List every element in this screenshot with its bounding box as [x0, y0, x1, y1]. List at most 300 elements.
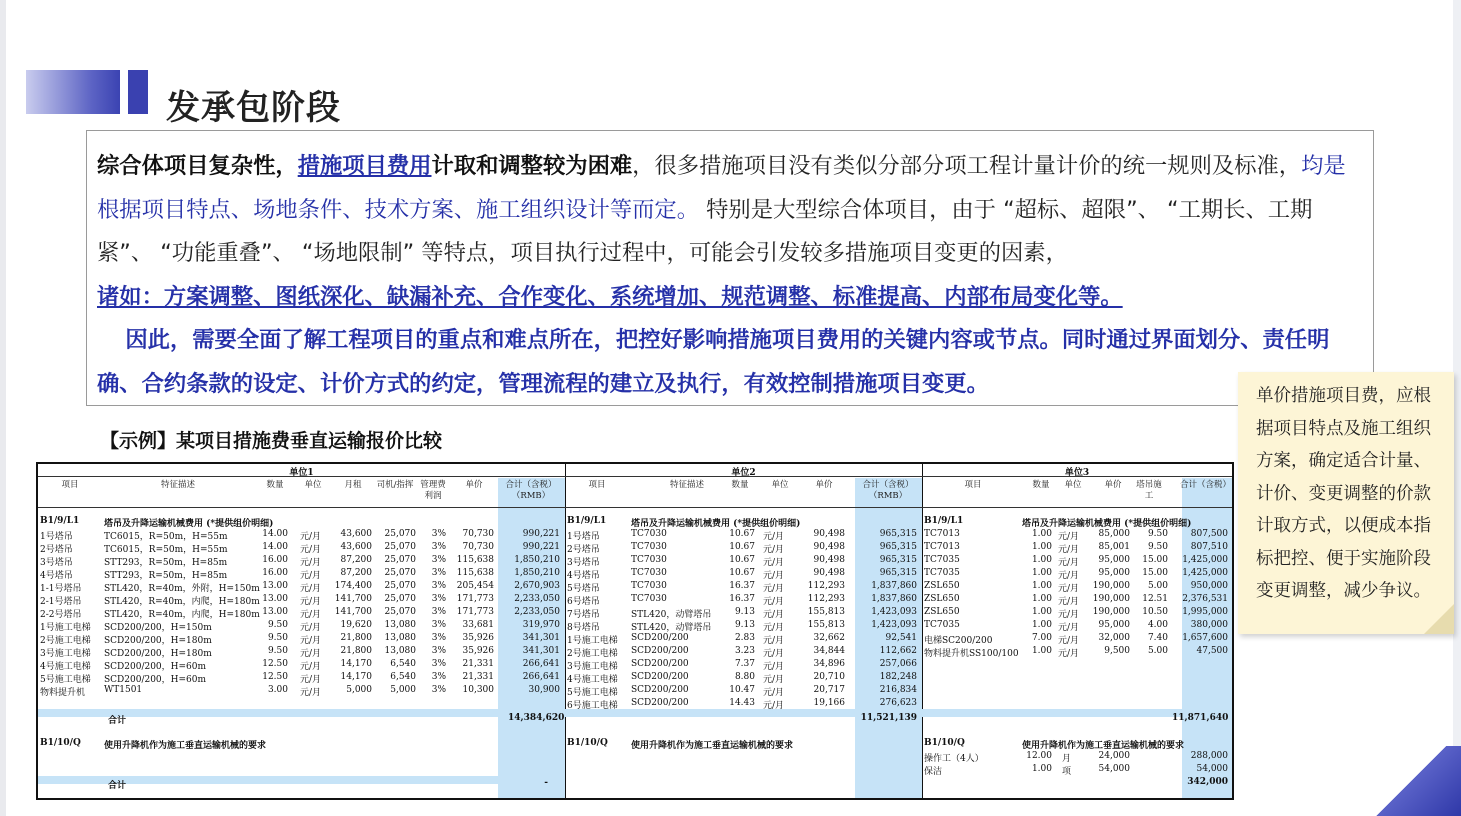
table-row [565, 659, 922, 672]
table-cell: 1.00 [1031, 555, 1052, 565]
table-row [565, 555, 922, 568]
table-cell: 10.67 [729, 568, 755, 578]
table-cell: 元/月 [763, 558, 785, 568]
u3-total2-value: 342,000 [1187, 777, 1228, 787]
table-cell: 1号塔吊 [567, 532, 600, 542]
table-cell: 4号塔吊 [40, 571, 73, 581]
table-cell: 13,080 [384, 646, 416, 656]
u1-sec2-code: B1/10/Q [40, 738, 81, 748]
table-cell: 元/月 [300, 545, 322, 555]
u1-h-mgmt: 管理费利润 [420, 480, 446, 501]
table-row [565, 542, 922, 555]
table-cell: 元/月 [300, 662, 322, 672]
comparison-table [36, 462, 1234, 800]
table-cell: 4号施工电梯 [40, 662, 91, 672]
sticky-note [1238, 372, 1454, 634]
table-cell: 3% [431, 659, 446, 669]
intro-paragraph [97, 145, 1363, 406]
u1-h-rent: 月租 [344, 480, 362, 490]
table-cell: 3.00 [267, 685, 288, 695]
table-cell: 85,001 [1098, 542, 1130, 552]
unit1-header: 单位1 [289, 468, 314, 478]
table-cell: 341,301 [522, 646, 560, 656]
table-cell: TC7013 [924, 529, 960, 539]
u2-sec1-code: B1/9/L1 [567, 516, 607, 526]
table-cell: 13.00 [262, 594, 288, 604]
table-cell: TC7035 [924, 555, 960, 565]
table-cell: 341,301 [522, 633, 560, 643]
table-cell: 90,498 [813, 555, 845, 565]
table-cell: 25,070 [384, 607, 416, 617]
table-cell: 43,600 [340, 529, 372, 539]
table-cell: SCD200/200 [631, 633, 689, 643]
table-cell: SCD200/200，H=150m [104, 623, 212, 633]
unit2-header-line [565, 476, 922, 477]
u3-sec2-code: B1/10/Q [924, 738, 965, 748]
table-cell: TC7013 [924, 542, 960, 552]
table-cell: 965,315 [879, 529, 917, 539]
u1-sec1-name: 塔吊及升降运输机械费用 (*提供组价明细) [104, 519, 274, 529]
u1-h-qty: 数量 [266, 480, 284, 490]
table-cell: 5,000 [390, 685, 416, 695]
table-cell: SCD200/200，H=180m [104, 649, 212, 659]
table-cell: 190,000 [1092, 581, 1130, 591]
table-row [38, 529, 565, 542]
table-row [922, 529, 1232, 542]
table-row [38, 568, 565, 581]
title-decoration-bar [26, 70, 120, 114]
table-cell: ZSL650 [924, 607, 960, 617]
page-title: 发承包阶段 [166, 88, 341, 128]
table-row [922, 542, 1232, 555]
table-cell: TC6015，R=50m，H=55m [104, 532, 228, 542]
table-cell: 34,844 [813, 646, 845, 656]
table-cell: 25,070 [384, 594, 416, 604]
u2-total-value: 11,521,139 [860, 713, 917, 723]
table-cell: 1.00 [1031, 581, 1052, 591]
table-cell: 元/月 [763, 649, 785, 659]
table-row [922, 581, 1232, 594]
table-cell: 2,376,531 [1182, 594, 1228, 604]
table-cell: 元/月 [1058, 610, 1080, 620]
table-cell: 92,541 [885, 633, 917, 643]
table-cell: 15.00 [1142, 555, 1168, 565]
table-cell: 3% [431, 581, 446, 591]
table-cell: 21,800 [340, 633, 372, 643]
u2-sec2-name: 使用升降机作为施工垂直运输机械的要求 [631, 741, 794, 751]
table-cell: 174,400 [334, 581, 372, 591]
table-cell: 5,000 [346, 685, 372, 695]
u3-sec1 [922, 516, 1232, 529]
table-cell: 9,500 [1104, 646, 1130, 656]
table-cell: 90,498 [813, 542, 845, 552]
table-cell: 元/月 [300, 688, 322, 698]
table-cell: 9.50 [267, 633, 288, 643]
table-cell: 2,233,050 [514, 594, 560, 604]
table-cell: 5号塔吊 [567, 584, 600, 594]
intro-textbox [86, 130, 1374, 406]
table-cell: 元/月 [763, 688, 785, 698]
table-cell: 950,000 [1190, 581, 1228, 591]
table-cell: 2,233,050 [514, 607, 560, 617]
table-cell: 1,837,860 [871, 594, 917, 604]
table-cell: 16.00 [262, 555, 288, 565]
table-cell: 32,662 [813, 633, 845, 643]
table-cell: ZSL650 [924, 581, 960, 591]
table-cell: 155,813 [807, 620, 845, 630]
table-cell: TC7030 [631, 529, 667, 539]
table-cell: 3号塔吊 [567, 558, 600, 568]
table-cell: 16.37 [729, 581, 755, 591]
u3-h-item: 项目 [964, 480, 982, 490]
table-cell: 3% [431, 542, 446, 552]
u2-sec1-name: 塔吊及升降运输机械费用 (*提供组价明细) [631, 519, 801, 529]
table-cell: STT293，R=50m，H=85m [104, 558, 228, 568]
table-cell: 元/月 [300, 649, 322, 659]
table-cell: SCD200/200 [631, 672, 689, 682]
table-cell: 319,970 [522, 620, 560, 630]
table-cell: 266,641 [522, 659, 560, 669]
table-cell: 2号塔吊 [567, 545, 600, 555]
table-cell: 9.50 [267, 620, 288, 630]
table-cell: 3号施工电梯 [567, 662, 618, 672]
table-cell: 13,080 [384, 620, 416, 630]
u1-h-price: 单价 [465, 480, 483, 490]
table-cell: 元/月 [1058, 597, 1080, 607]
table-cell: 3% [431, 672, 446, 682]
table-cell: 9.13 [734, 620, 755, 630]
table-row [38, 646, 565, 659]
table-cell: 1,423,093 [871, 607, 917, 617]
table-cell: 元/月 [1058, 558, 1080, 568]
u1-h-total: 合计（含税）（RMB） [505, 480, 557, 501]
table-cell: 25,070 [384, 529, 416, 539]
table-cell: 3.23 [734, 646, 755, 656]
table-cell: 90,498 [813, 529, 845, 539]
table-cell: 3% [431, 568, 446, 578]
u2-h-total: 合计（含税）（RMB） [862, 480, 914, 501]
table-cell: 35,926 [462, 633, 494, 643]
table-cell: 1,423,093 [871, 620, 917, 630]
table-cell: 2号塔吊 [40, 545, 73, 555]
table-cell: 87,200 [340, 568, 372, 578]
table-cell: 元/月 [763, 571, 785, 581]
table-cell: 1号施工电梯 [40, 623, 91, 633]
table-cell: 54,000 [1098, 764, 1130, 774]
table-cell: 元/月 [300, 558, 322, 568]
table-cell: 276,623 [879, 698, 917, 708]
u3-h-total: 合计（含税） [1180, 480, 1232, 490]
unit1-header-bottom [38, 507, 565, 508]
table-row [38, 659, 565, 672]
table-cell: 95,000 [1098, 568, 1130, 578]
table-cell: 月 [1062, 754, 1072, 764]
table-cell: STL420，R=40m，外附，H=150m [104, 584, 260, 594]
unit3-header: 单位3 [1064, 468, 1090, 478]
u1-total2-value: - [544, 778, 548, 788]
table-row [565, 607, 922, 620]
table-cell: TC7030 [631, 581, 667, 591]
table-cell: 14.00 [262, 542, 288, 552]
table-cell: 10.47 [729, 685, 755, 695]
table-cell: 25,070 [384, 581, 416, 591]
u2-total-row [565, 713, 922, 726]
table-cell: 14,170 [340, 659, 372, 669]
table-cell: 保洁 [924, 767, 943, 777]
unit3-block [922, 464, 1232, 798]
example-title: 【示例】某项目措施费垂直运输报价比较 [100, 430, 443, 452]
table-cell: 3% [431, 620, 446, 630]
table-cell: 171,773 [456, 607, 494, 617]
table-cell: 16.00 [262, 568, 288, 578]
table-cell: 3% [431, 607, 446, 617]
table-cell: 元/月 [300, 571, 322, 581]
table-cell: SCD200/200，H=180m [104, 636, 212, 646]
table-cell: 5.00 [1147, 581, 1168, 591]
table-cell: 1,850,210 [514, 568, 560, 578]
u3-sec1-name: 塔吊及升降运输机械费用 (*提供组价明细) [1022, 519, 1192, 529]
u1-h-unit: 单位 [304, 480, 322, 490]
table-cell: 21,331 [462, 659, 494, 669]
text-s4: ，很多措施项目没有类似分部分项工程计量计价的统一规则及标准， [632, 153, 1302, 179]
table-cell: 1.00 [1031, 620, 1052, 630]
table-cell: 19,166 [813, 698, 845, 708]
table-cell: 288,000 [1190, 751, 1228, 761]
table-cell: 16.37 [729, 594, 755, 604]
table-cell: 13.00 [262, 581, 288, 591]
table-cell: TC7035 [924, 568, 960, 578]
table-cell: 12.00 [1026, 751, 1052, 761]
table-cell: TC7030 [631, 594, 667, 604]
table-cell: 7.40 [1147, 633, 1168, 643]
table-cell: 12.51 [1142, 594, 1168, 604]
u2-sec2-code: B1/10/Q [567, 738, 608, 748]
table-row [565, 685, 922, 698]
table-cell: STL420，动臂塔吊 [631, 610, 712, 620]
table-cell: TC7030 [631, 568, 667, 578]
table-cell: 112,662 [879, 646, 917, 656]
table-row [38, 594, 565, 607]
table-cell: ZSL650 [924, 594, 960, 604]
table-cell: 95,000 [1098, 555, 1130, 565]
text-s7: 诸如：方案调整、图纸深化、缺漏补充、合作变化、系统增加、规范调整、标准提高、内部布局变化等。 [97, 283, 1123, 310]
table-cell: 13,080 [384, 633, 416, 643]
table-cell: 元/月 [1058, 649, 1080, 659]
table-cell: 47,500 [1196, 646, 1228, 656]
table-cell: 965,315 [879, 542, 917, 552]
table-cell: 141,700 [334, 607, 372, 617]
table-cell: SCD200/200 [631, 685, 689, 695]
u1-sec1-code: B1/9/L1 [40, 516, 80, 526]
table-cell: 元/月 [763, 584, 785, 594]
u1-total-value: 14,384,620 [508, 713, 565, 723]
table-cell: 990,221 [522, 529, 560, 539]
table-row [38, 542, 565, 555]
table-cell: 1,837,860 [871, 581, 917, 591]
text-s3: 计取和调整较为困难 [431, 153, 633, 179]
u3-h-qty: 数量 [1032, 480, 1050, 490]
table-row [38, 633, 565, 646]
table-cell: 1.00 [1031, 646, 1052, 656]
table-cell: 元/月 [1058, 584, 1080, 594]
table-cell: STL420，动臂塔吊 [631, 623, 712, 633]
left-frame [0, 0, 6, 816]
table-cell: 155,813 [807, 607, 845, 617]
table-cell: 元/月 [300, 584, 322, 594]
table-cell: 元/月 [763, 597, 785, 607]
table-cell: 3% [431, 685, 446, 695]
table-row [38, 672, 565, 685]
u2-h-desc: 特征描述 [669, 480, 704, 490]
table-cell: 8号塔吊 [567, 623, 600, 633]
table-cell: 20,717 [813, 685, 845, 695]
table-cell: 1号施工电梯 [567, 636, 618, 646]
table-cell: SCD200/200，H=60m [104, 662, 207, 672]
table-cell: 2,670,903 [514, 581, 560, 591]
table-row [565, 672, 922, 685]
table-cell: 3% [431, 646, 446, 656]
table-row [565, 620, 922, 633]
table-cell: 807,510 [1190, 542, 1228, 552]
u1-sec1 [38, 516, 565, 529]
table-cell: 965,315 [879, 555, 917, 565]
table-cell: 216,834 [879, 685, 917, 695]
table-row [922, 555, 1232, 568]
table-cell: 6号塔吊 [567, 597, 600, 607]
table-cell: 1,850,210 [514, 555, 560, 565]
table-row [565, 529, 922, 542]
table-row [565, 581, 922, 594]
sticky-note-text: 单价措施项目费，应根据项目特点及施工组织方案，确定适合计量、计价、变更调整的价款计取方式，以便成本指标把控、便于实施阶段变更调整，减少争议。 [1256, 386, 1431, 601]
table-row [38, 581, 565, 594]
table-cell: 20,710 [813, 672, 845, 682]
table-cell: 85,000 [1098, 529, 1130, 539]
table-cell: 6,540 [390, 659, 416, 669]
table-cell: 115,638 [456, 555, 494, 565]
table-cell: 190,000 [1092, 607, 1130, 617]
table-cell: 元/月 [1058, 636, 1080, 646]
table-row [922, 764, 1232, 777]
table-cell: 87,200 [340, 555, 372, 565]
table-row [922, 751, 1232, 764]
table-row [38, 620, 565, 633]
text-s8: 因此，需要全面了解工程项目的重点和难点所在，把控好影响措施项目费用的关键内容或节点。同时通过界面划分、责任明确、合约条款的设定、计价方式的约定，管理流程的建立及执行，有效控制措施项目变更。 [97, 327, 1330, 397]
table-cell: 元/月 [763, 532, 785, 542]
u2-h-unit: 单位 [771, 480, 789, 490]
table-cell: 990,221 [522, 542, 560, 552]
table-cell: 115,638 [456, 568, 494, 578]
table-cell: 元/月 [1058, 623, 1080, 633]
u3-sec1-code: B1/9/L1 [924, 516, 964, 526]
u3-h-price: 单价 [1104, 480, 1122, 490]
u1-total-label: 合计 [108, 716, 127, 726]
table-cell: 3号施工电梯 [40, 649, 91, 659]
table-cell: 物料提升机SS100/100 [924, 649, 1019, 659]
table-cell: 1.00 [1031, 764, 1052, 774]
table-row [38, 555, 565, 568]
table-cell: 24,000 [1098, 751, 1130, 761]
table-cell: 14.00 [262, 529, 288, 539]
table-cell: 807,500 [1190, 529, 1228, 539]
table-cell: 3号塔吊 [40, 558, 73, 568]
table-cell: 965,315 [879, 568, 917, 578]
title-decoration-accent [128, 70, 148, 114]
table-cell: 112,293 [807, 581, 845, 591]
table-cell: 2号施工电梯 [40, 636, 91, 646]
unit3-header-line [922, 476, 1232, 477]
table-cell: 元/月 [763, 662, 785, 672]
table-cell: 4号塔吊 [567, 571, 600, 581]
table-cell: 元/月 [763, 701, 785, 711]
table-cell: SCD200/200 [631, 698, 689, 708]
table-cell: 30,900 [528, 685, 560, 695]
table-row [565, 646, 922, 659]
table-cell: 元/月 [300, 636, 322, 646]
table-cell: 14,170 [340, 672, 372, 682]
table-cell: 25,070 [384, 568, 416, 578]
table-cell: 项 [1062, 767, 1072, 777]
table-cell: 34,896 [813, 659, 845, 669]
table-row [922, 633, 1232, 646]
table-cell: 4.00 [1147, 620, 1168, 630]
table-cell: 2号施工电梯 [567, 649, 618, 659]
table-cell: 141,700 [334, 594, 372, 604]
table-cell: 1,425,000 [1182, 568, 1228, 578]
table-cell: 15.00 [1142, 568, 1168, 578]
table-cell: 1.00 [1031, 607, 1052, 617]
table-cell: 1.00 [1031, 594, 1052, 604]
u1-h-item: 项目 [61, 480, 79, 490]
table-cell: 25,070 [384, 542, 416, 552]
table-cell: 5.00 [1147, 646, 1168, 656]
unit2-header-bottom [565, 507, 922, 508]
table-cell: 112,293 [807, 594, 845, 604]
unit2-block [565, 464, 923, 798]
corner-decoration [1361, 746, 1461, 816]
u2-sec1 [565, 516, 922, 529]
table-cell: 10.50 [1142, 607, 1168, 617]
table-cell: 1,657,600 [1182, 633, 1228, 643]
u3-h-unit: 单位 [1064, 480, 1082, 490]
u3-sec2-name: 使用升降机作为施工垂直运输机械的要求 [1022, 741, 1185, 751]
u1-h-driver: 司机/指挥 [376, 480, 414, 490]
table-cell: 元/月 [300, 610, 322, 620]
table-cell: 54,000 [1196, 764, 1228, 774]
table-cell: 2-2号塔吊 [40, 610, 82, 620]
table-cell: 14.43 [729, 698, 755, 708]
u1-h-desc: 特征描述 [160, 480, 195, 490]
table-cell: 1.00 [1031, 542, 1052, 552]
table-cell: 171,773 [456, 594, 494, 604]
table-row [922, 568, 1232, 581]
sticky-note-fold [1424, 604, 1454, 634]
table-cell: 21,800 [340, 646, 372, 656]
unit2-header: 单位2 [731, 468, 756, 478]
table-cell: 9.50 [1147, 529, 1168, 539]
table-row [565, 594, 922, 607]
table-cell: 12.50 [262, 659, 288, 669]
u3-h-tower: 塔吊施工 [1136, 480, 1162, 501]
table-cell: 元/月 [1058, 571, 1080, 581]
table-cell: 3% [431, 594, 446, 604]
table-cell: 6,540 [390, 672, 416, 682]
table-row [922, 607, 1232, 620]
table-row [38, 685, 565, 698]
table-cell: 元/月 [300, 532, 322, 542]
table-cell: 元/月 [763, 675, 785, 685]
unit1-block [38, 464, 566, 798]
u2-h-item: 项目 [588, 480, 606, 490]
